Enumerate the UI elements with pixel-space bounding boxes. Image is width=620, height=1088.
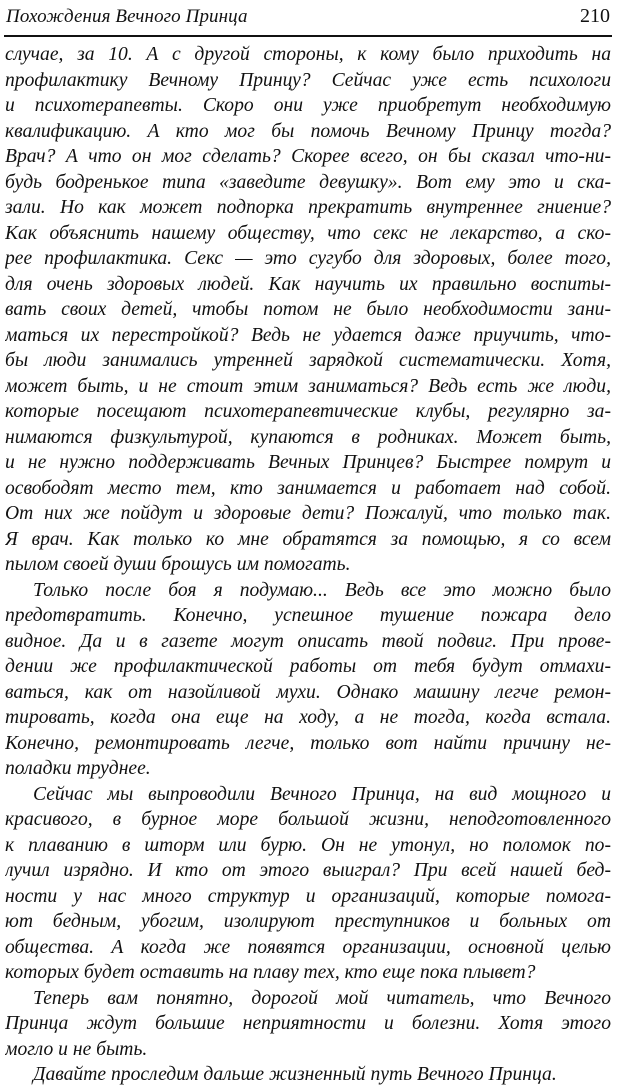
text-line: Сейчас мы выпроводили Вечного Принца, на вид мощного и: [33, 783, 611, 805]
paragraph: [5, 578, 611, 782]
text-line: поладки труднее.: [5, 758, 151, 779]
text-line: рее профилактика. Секс — это сугубо для здоровых, более того,: [5, 248, 611, 269]
text-line: и психотерапевты. Скоро они уже приобретут необходимую: [5, 95, 611, 116]
text-line: видное. Да и в газете могут описать твой подвиг. При прове-: [5, 630, 611, 652]
text-line: лучил изрядно. И кто от этого выиграл? При всей нашей бед-: [5, 860, 611, 881]
text-line: маться их перестройкой? Ведь не удается даже приучить, что-: [5, 324, 611, 346]
text-line: которых будет оставить на плаву тех, кто еще пока плывет?: [5, 962, 536, 983]
text-line: предотвратить. Конечно, успешное тушение пожара дело: [5, 605, 611, 626]
text-line: зали. Но как может подпорка прекратить внутреннее гниение?: [5, 197, 611, 218]
running-title: Похождения Вечного Принца: [6, 6, 248, 27]
text-line: вать своих детей, чтобы потом не было необходимости зани-: [5, 299, 611, 320]
text-line: Теперь вам понятно, дорогой мой читатель, что Вечного: [33, 987, 611, 1009]
text-line: квалификацию. А кто мог бы помочь Вечному Принцу тогда?: [5, 120, 611, 142]
text-line: тировать, когда она еще на ходу, а не тогда, когда встала.: [5, 707, 611, 728]
text-line: Давайте проследим дальше жизненный путь Вечного Принца.: [33, 1064, 557, 1085]
header-rule: [4, 35, 612, 37]
text-line: Как объяснить нашему обществу, что секс не лекарство, а ско-: [5, 222, 611, 244]
text-line: нимаются физкультурой, купаются в родниках. Может быть,: [5, 426, 611, 448]
text-line: случае, за 10. А с другой стороны, к кому было приходить на: [5, 44, 611, 65]
text-line: Конечно, ремонтировать легче, только вот найти причину не-: [5, 732, 611, 754]
text-line: Врач? А что он мог сделать? Скорее всего, он бы сказал что-ни-: [5, 146, 611, 167]
text-line: которые посещают психотерапевтические клубы, регулярно за-: [5, 401, 611, 422]
page-number: 210: [580, 5, 610, 27]
text-line: профилактику Вечному Принцу? Сейчас уже есть психологи: [5, 69, 611, 91]
text-line: могло и не быть.: [5, 1038, 148, 1060]
text-line: и не нужно поддерживать Вечных Принцев? Быстрее помрут и: [5, 452, 611, 473]
body-text: [5, 42, 611, 1088]
text-line: бы люди занимались утренней зарядкой систематически. Хотя,: [5, 350, 611, 371]
text-line: Принца ждут большие неприятности и болезни. Хотя этого: [5, 1013, 611, 1034]
text-line: пылом своей души брошусь им помогать.: [5, 554, 351, 575]
text-line: Я врач. Как только ко мне обратятся за помощью, я со всем: [5, 528, 611, 550]
text-line: Только после боя я подумаю... Ведь все это можно было: [33, 579, 611, 601]
paragraph: [5, 1062, 611, 1088]
text-line: будь бодренькое типа «заведите девушку». Вот ему это и ска-: [5, 171, 611, 193]
text-line: освободят место тем, кто занимается и работает над собой.: [5, 477, 611, 499]
text-line: для очень здоровых людей. Как научить их правильно воспиты-: [5, 273, 611, 295]
paragraph: [5, 986, 611, 1063]
text-line: общества. А когда же появятся организации, основной целью: [5, 936, 611, 958]
paragraph: [5, 782, 611, 986]
running-header: [6, 4, 610, 32]
text-line: ют бедным, убогим, изолируют преступников и больных от: [5, 911, 611, 932]
text-line: к плаванию в шторм или бурю. Он не утонул, но поломок по-: [5, 834, 611, 856]
paragraph: [5, 42, 611, 578]
text-line: может быть, и не стоит этим заниматься? Ведь есть же люди,: [5, 375, 611, 397]
text-line: ваться, как от назойливой мухи. Однако машину легче ремон-: [5, 681, 611, 703]
text-line: От них же пойдут и здоровые дети? Пожалуй, что только так.: [5, 503, 611, 524]
text-line: красивого, в бурное море большой жизни, неподготовленного: [5, 809, 611, 830]
text-line: дении же профилактической работы от тебя будут отмахи-: [5, 656, 611, 677]
text-line: ности у нас много структур и организаций, которые помога-: [5, 885, 611, 907]
